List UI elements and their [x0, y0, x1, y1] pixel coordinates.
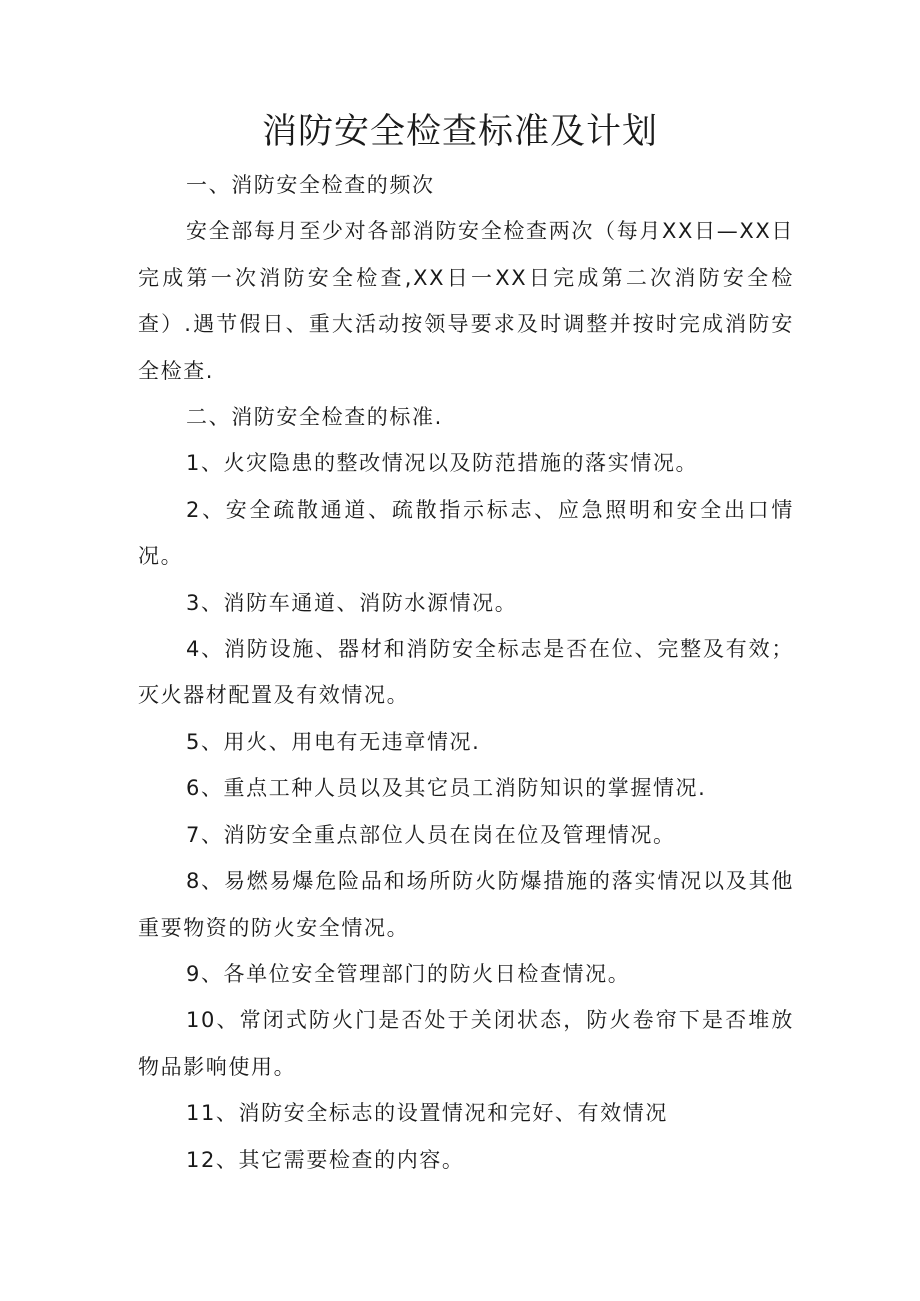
section-heading-standards: 二、消防安全检查的标准.: [186, 405, 443, 430]
document-title: 消防安全检查标准及计划: [261, 112, 658, 152]
list-item-11: 11、消防安全标志的设置情况和完好、有效情况: [186, 1101, 668, 1126]
paragraph-frequency-detail: 安全部每月至少对各部消防安全检查两次（每月XX日—XX日完成第一次消防安全检查,XX日一XX日完成第二次消防安全检查）.遇节假日、重大活动按领导要求及时调整并按时完成消防安全检查.: [138, 219, 794, 383]
section-heading-frequency: 一、消防安全检查的频次: [186, 173, 435, 197]
list-item-12: 12、其它需要检查的内容。: [186, 1147, 465, 1172]
document-body: [138, 162, 794, 1183]
list-item-10: 10、常闭式防火门是否处于关闭状态，防火卷帘下是否堆放物品影响使用。: [138, 1008, 794, 1079]
list-item-5: 5、用火、用电有无违章情况.: [186, 729, 481, 754]
list-item-8: 8、易燃易爆危险品和场所防火防爆措施的落实情况以及其他重要物资的防火安全情况。: [138, 869, 794, 940]
list-item-2: 2、安全疏散通道、疏散指示标志、应急照明和安全出口情况。: [138, 497, 794, 569]
list-item-9: 9、各单位安全管理部门的防火日检查情况。: [186, 961, 631, 986]
list-item-7: 7、消防安全重点部位人员在岗在位及管理情况。: [186, 822, 676, 847]
list-item-1: 1、火灾隐患的整改情况以及防范措施的落实情况。: [186, 451, 699, 476]
list-item-6: 6、重点工种人员以及其它员工消防知识的掌握情况.: [186, 776, 707, 801]
list-item-4: 4、消防设施、器材和消防安全标志是否在位、完整及有效；灭火器材配置及有效情况。: [138, 637, 794, 708]
list-item-3: 3、消防车通道、消防水源情况。: [186, 590, 518, 615]
